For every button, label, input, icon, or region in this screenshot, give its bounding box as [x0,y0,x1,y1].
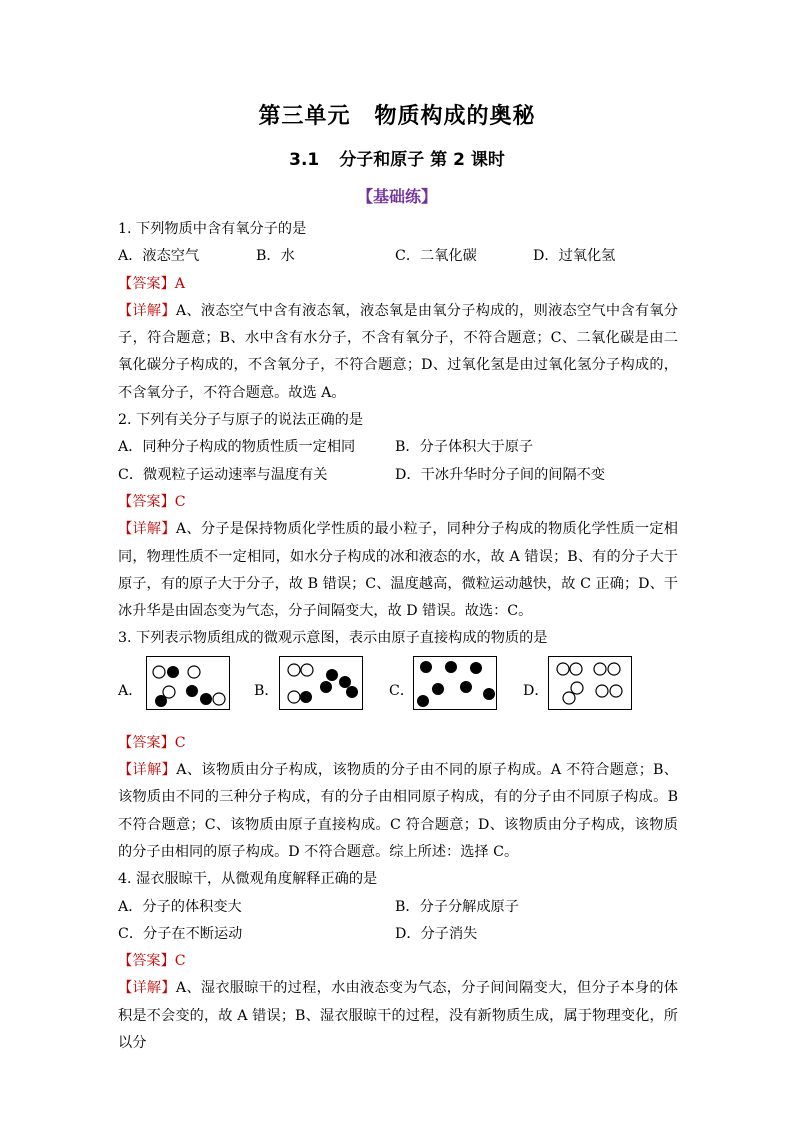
black-atom [432,683,444,695]
q4-option-a: A．分子的体积变大 [118,898,242,915]
q1-stem: 1. 下列物质中含有氧分子的是 [118,221,307,237]
q1-option-a: A．液态空气 [118,248,200,265]
lesson-title [0,145,794,170]
black-atom [420,661,432,673]
black-atom [326,669,338,681]
white-atom [288,664,300,676]
q2-stem: 2. 下列有关分子与原子的说法正确的是 [118,412,364,429]
black-atom [200,693,212,705]
q4-detail [118,975,678,1057]
q1-option-b: B．水 [256,248,295,265]
answer-label: 【答案】 [118,275,175,292]
q3-answer [118,730,678,757]
white-atom [596,685,608,697]
white-atom [301,664,313,676]
q3-figure-a [146,656,230,710]
answer-label: 【答案】 [118,493,175,510]
white-atom [288,691,300,703]
q1-option-d: D．过氧化氢 [533,248,616,265]
q2-option-a: A．同种分子构成的物质性质一定相同 [118,439,356,456]
q3-figure-c [413,656,497,710]
white-atom [594,663,606,675]
q4-answer [118,948,678,975]
white-atom [608,663,620,675]
detail-text: A、分子是保持物质化学性质的最小粒子，同种分子构成的物质化学性质一定相同，物理性质不一定相同，如水分子构成的冰和液态的水，故 A 错误；B、有的分子大于原子，有的原子大于分子，故 B 错误；C、温度越高，微粒运动越快，故 C 正确；D、干冰升华是由固态变为气态，分子间隔变大，故 D 错误。故选：C。 [118,521,678,620]
answer-value: A [174,275,186,292]
q3-figures [118,656,678,726]
q3-figure-c-label: C． [389,682,415,699]
q3-stem: 3. 下列表示物质组成的微观示意图，表示由原子直接构成的物质的是 [118,630,548,647]
detail-text: A、湿衣服晾干的过程，水由液态变为气态，分子间间隔变大，但分子本身的体积是不会变的，故 A 错误；B、湿衣服晾干的过程，没有新物质生成，属于物理变化，所以分 [118,980,678,1052]
answer-label: 【答案】 [118,953,175,970]
black-atom [186,685,198,697]
q4-option-d: D．分子消失 [395,925,478,942]
black-atom [483,688,495,700]
white-atom [213,693,225,705]
detail-text: A、液态空气中含有液态氧，液态氧是由氧分子构成的，则液态空气中含有氧分子，符合题意；B、水中含有水分子，不含有氧分子，不符合题意；C、二氧化碳是由二氧化碳分子构成的，不含氧分子，不符合题意；D、过氧化氢是由过氧化氢分子构成的，不含氧分子，不符合题意。故选 A。 [118,302,678,401]
q3-figure-a-label: A． [118,682,143,699]
black-atom [167,666,179,678]
black-atom [320,681,332,693]
q1-detail [118,298,678,407]
unit-title: 第三单元 [258,104,351,129]
q1-option-c: C．二氧化碳 [395,248,477,265]
q3-figure-d-label: D． [523,682,549,699]
white-atom [570,663,582,675]
lesson-number: 3.1 [289,150,320,170]
question-list [118,216,678,1057]
answer-value: C [174,493,186,510]
figure-c-particles [414,657,498,711]
unit-subject: 物质构成的奥秘 [374,104,536,129]
white-atom [563,692,575,704]
answer-value: C [174,734,186,751]
q4-options-row1 [118,894,678,921]
q2-detail [118,516,678,625]
q4-options-row2 [118,921,678,948]
white-atom [188,666,200,678]
black-atom [346,686,358,698]
q2-answer [118,489,678,516]
black-atom [417,695,429,707]
detail-label: 【详解】 [118,762,177,779]
white-atom [557,663,569,675]
q1-answer [118,271,678,298]
q2-option-b: B．分子体积大于原子 [395,439,534,456]
lesson-name: 分子和原子 第 2 课时 [339,150,505,170]
black-atom [460,681,472,693]
q1-options [118,243,678,270]
q4-stem: 4. 湿衣服晾干，从微观角度解释正确的是 [118,871,378,888]
section-heading: 【基础练】 [356,187,437,206]
q2-option-c: C．微观粒子运动速率与温度有关 [118,466,328,483]
q3-detail [118,757,678,866]
q2-options-row1 [118,434,678,461]
black-atom [445,661,457,673]
answer-label: 【答案】 [118,734,175,751]
white-atom [571,682,583,694]
figure-b-particles [280,657,364,711]
white-atom [610,685,622,697]
detail-label: 【详解】 [118,302,176,319]
q2-option-d: D．干冰升华时分子间的间隔不变 [395,466,606,483]
q3-figure-b [279,656,363,710]
black-atom [470,662,482,674]
detail-label: 【详解】 [118,521,176,538]
figure-a-particles [147,657,231,711]
q4-option-c: C．分子在不断运动 [118,925,243,942]
q4-option-b: B．分子分解成原子 [395,898,519,915]
q3-figure-d [548,656,632,710]
page-title [0,99,794,130]
white-atom [163,686,175,698]
black-atom [300,691,312,703]
black-atom [155,695,167,707]
q3-figure-b-label: B． [254,682,279,699]
white-atom [153,666,165,678]
black-atom [339,676,351,688]
detail-label: 【详解】 [118,980,176,997]
q2-options-row2 [118,462,678,489]
detail-text: A、该物质由分子构成，该物质的分子由不同的原子构成。A 不符合题意；B、该物质由不同的三种分子构成，有的分子由相同原子构成，有的分子由不同原子构成。B 不符合题意；C、该物质由原子直接构成。C 符合题意；D、该物质由分子构成，该物质的分子由相同的原子构成。D 不符合题意。综上所述：选择 C。 [118,762,678,860]
figure-d-particles [549,657,633,711]
answer-value: C [174,953,186,970]
